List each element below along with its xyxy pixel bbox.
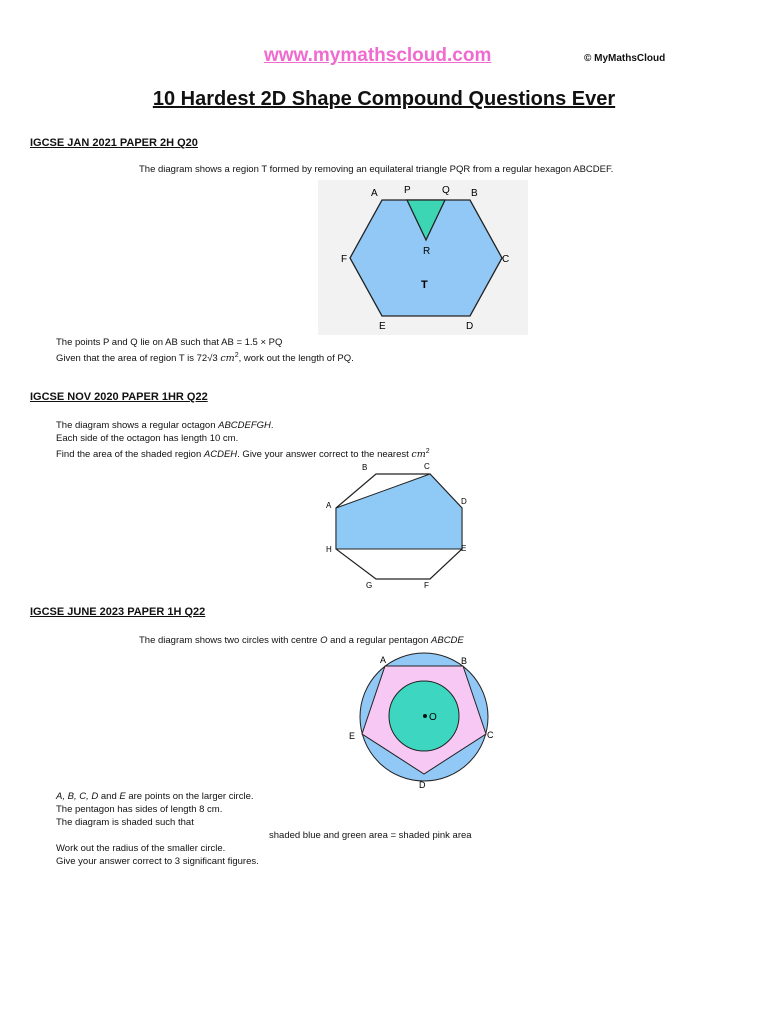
question-1-line-1: The points P and Q lie on AB such that AB = 1.5 × PQ (56, 337, 283, 348)
oct-label-D: D (461, 497, 467, 506)
q3-intro-text: The diagram shows two circles with centre (139, 635, 321, 646)
question-3-intro (139, 634, 464, 647)
label-A: A (371, 188, 378, 199)
label-T: T (421, 279, 428, 291)
oct-label-H: H (326, 545, 332, 554)
oct-label-A: A (326, 501, 332, 510)
pent-label-E: E (349, 731, 356, 741)
question-3-line-3: The diagram is shaded such that (56, 817, 194, 828)
label-B: B (471, 188, 478, 199)
question-1-intro-text: The diagram shows a region T formed by removing an equilateral triangle PQR from a regular hexagon ABCDEF. (139, 164, 614, 175)
oct-label-B: B (362, 463, 368, 472)
q3-line1-end: are points on the larger circle. (125, 791, 254, 802)
question-1-line-2-end: , work out the length of PQ. (238, 353, 354, 365)
q3-line1-and: and (98, 791, 120, 802)
label-F: F (341, 254, 348, 265)
question-2-intro (56, 419, 430, 461)
label-P: P (404, 185, 411, 196)
question-1-heading: IGCSE JAN 2021 PAPER 2H Q20 (30, 137, 198, 149)
label-D: D (466, 321, 474, 332)
copyright-text: © MyMathsCloud (584, 53, 666, 64)
question-2-heading: IGCSE NOV 2020 PAPER 1HR Q22 (30, 391, 208, 403)
q2-line1-end: . (270, 420, 274, 431)
shaded-region-acdeh (336, 474, 462, 549)
region-name: ACDEH (203, 449, 238, 461)
area-unit: cm (220, 353, 235, 365)
question-2-line-3: Find the area of the shaded region ACDEH. Give your answer correct to the nearest $cm^2$ (56, 448, 430, 461)
pent-label-O: O (429, 712, 437, 723)
oct-label-G: G (366, 581, 373, 590)
question-3-line-6: Give your answer correct to 3 significant figures. (56, 856, 259, 867)
q2-line1-text: The diagram shows a regular octagon (56, 420, 219, 431)
question-2-line-1 (56, 419, 430, 432)
pent-label-C: C (487, 730, 494, 740)
question-3-line-2: The pentagon has sides of length 8 cm. (56, 804, 223, 815)
pentagon-circles-diagram (340, 650, 510, 792)
page-title: 10 Hardest 2D Shape Compound Questions Ever (152, 88, 616, 110)
pent-label-B: B (461, 656, 468, 666)
label-C: C (502, 254, 510, 265)
question-1-body (56, 336, 354, 365)
q3-intro-mid: and a regular pentagon (327, 635, 432, 646)
label-Q: Q (442, 185, 450, 196)
label-E: E (379, 321, 386, 332)
oct-label-E: E (461, 544, 467, 553)
question-3-line-5: Work out the radius of the smaller circle. (56, 843, 226, 854)
centre-point-o (423, 714, 427, 718)
question-3-line-4: shaded blue and green area = shaded pink area (269, 830, 472, 841)
label-R: R (423, 246, 431, 257)
oct-label-C: C (424, 462, 430, 471)
question-3-heading: IGCSE JUNE 2023 PAPER 1H Q22 (30, 606, 206, 618)
question-1-intro (139, 163, 613, 176)
centre-name: O (320, 635, 328, 646)
question-3-body (56, 790, 472, 868)
site-url-link[interactable]: www.mymathscloud.com (264, 45, 492, 66)
oct-label-F: F (424, 581, 429, 590)
q2-line3-text: Find the area of the shaded region (56, 449, 204, 461)
octagon-diagram (318, 458, 478, 594)
hexagon-diagram (318, 180, 528, 335)
octagon-name: ABCDEFGH (218, 420, 271, 431)
question-3-intro-line (139, 634, 464, 647)
pent-label-A: A (380, 655, 387, 665)
point-e: E (119, 791, 126, 802)
area-value: Given that the area of region T is 72√3 (56, 353, 218, 365)
unit-cm: cm (411, 449, 426, 461)
question-2-line-2: Each side of the octagon has length 10 cm. (56, 433, 239, 444)
pent-label-D: D (419, 780, 426, 790)
question-1-line-2: Given that the area of region T is 72√3 $cm^2$, work out the length of PQ. (56, 352, 354, 365)
points-list: A, B, C, D (56, 791, 99, 802)
question-3-line-1 (56, 790, 472, 803)
q2-line3-end: . Give your answer correct to the nearest (237, 449, 412, 461)
pentagon-name: ABCDE (431, 635, 464, 646)
